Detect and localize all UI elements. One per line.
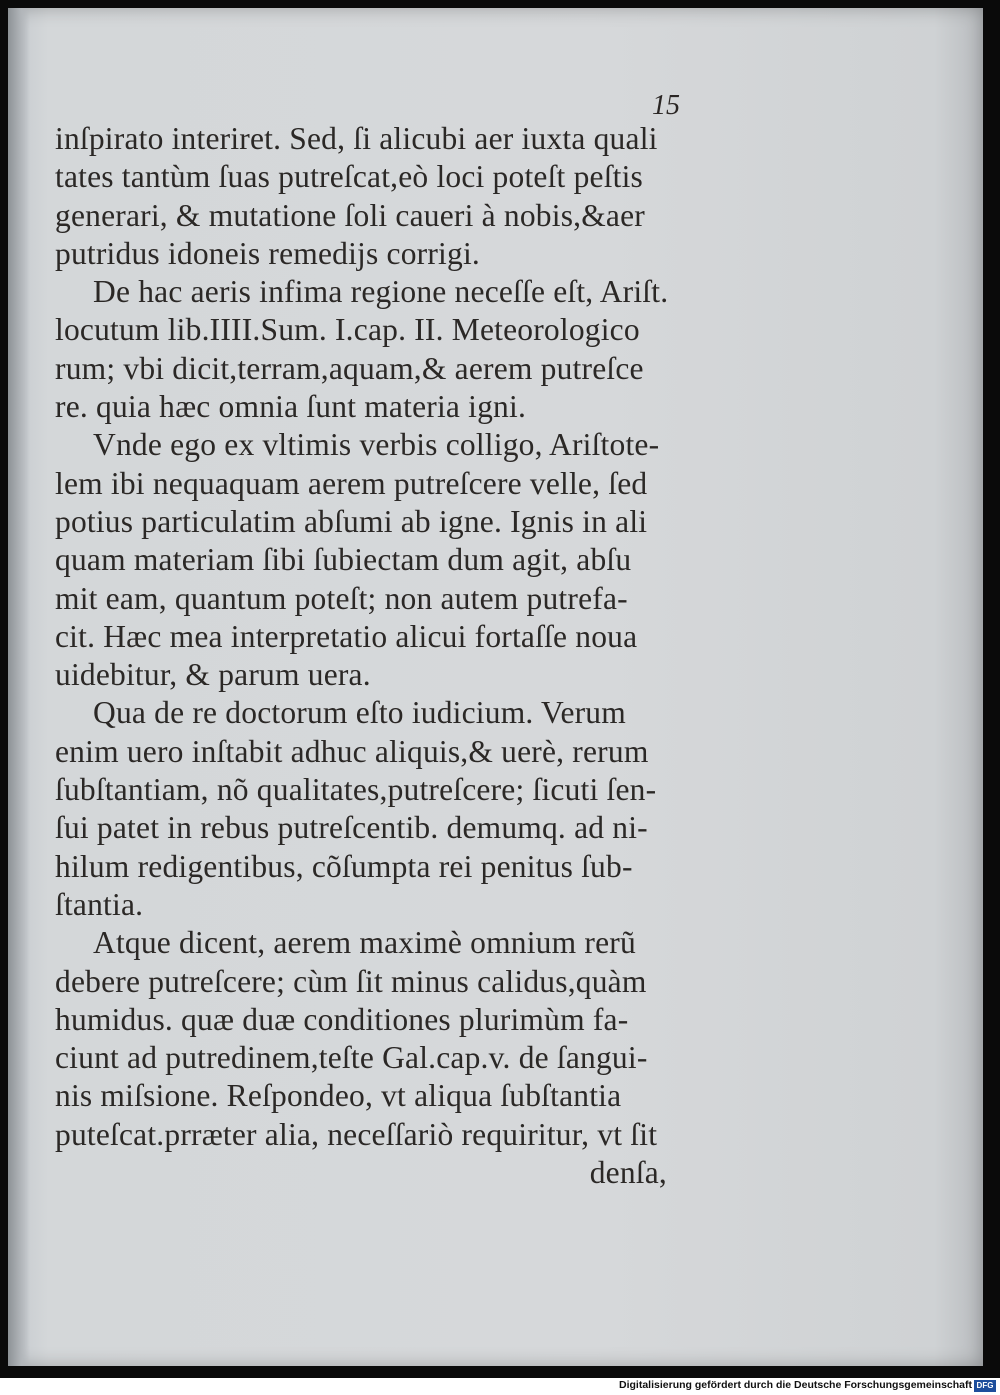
text-line: ciunt ad putredinem,teſte Gal.cap.v. de ſangui- — [55, 1040, 648, 1076]
text-line: enim uero inſtabit adhuc aliquis,& uerè, rerum — [55, 733, 649, 769]
text-line: nis miſsione. Reſpondeo, vt aliqua ſubſtantia — [55, 1078, 622, 1114]
text-line: inſpirato interiret. Sed, ſi alicubi aer iuxta quali — [55, 121, 658, 156]
text-line: ſui patet in rebus putreſcentib. demumq. ad ni- — [55, 810, 648, 846]
text-line: quam materiam ſibi ſubiectam dum agit, abſu — [55, 542, 632, 578]
dfg-logo: DFG — [974, 1380, 996, 1392]
text-line: ſtantia. — [55, 886, 144, 922]
text-line: generari, & mutatione ſoli caueri à nobis,&aer — [55, 197, 645, 233]
text-line: puteſcat.prræter alia, neceſſariò requiritur, vt ſit — [55, 1116, 658, 1152]
text-line: debere putreſcere; cùm ſit minus calidus,quàm — [55, 963, 647, 999]
text-line: putridus idoneis remedijs corrigi. — [55, 235, 480, 271]
body-text — [55, 120, 715, 1192]
text-line: locutum lib.IIII.Sum. I.cap. II. Meteorologico — [55, 312, 640, 348]
text-line: rum; vbi dicit,terram,aquam,& aerem putreſce — [55, 350, 644, 386]
text-line: lem ibi nequaquam aerem putreſcere velle, ſed — [55, 465, 648, 501]
text-line: Vnde ego ex vltimis verbis colligo, Ariſtote- — [93, 427, 660, 463]
text-line: mit eam, quantum poteſt; non autem putrefa- — [55, 580, 628, 616]
text-line: humidus. quæ duæ conditiones plurimùm fa- — [55, 1001, 629, 1037]
digitization-credit: Digitalisierung gefördert durch die Deutsche Forschungsgemeinschaft — [619, 1379, 972, 1391]
text-line: uidebitur, & parum uera. — [55, 657, 371, 693]
page-number: 15 — [652, 90, 680, 121]
text-line: tates tantùm ſuas putreſcat,eò loci poteſt peſtis — [55, 159, 644, 195]
text-line: cit. Hæc mea interpretatio alicui fortaſſe noua — [55, 618, 638, 654]
catchword: denſa, — [589, 1155, 667, 1191]
text-line: Qua de re doctorum eſto iudicium. Verum — [93, 695, 626, 731]
text-line: hilum redigentibus, cõſumpta rei penitus ſub- — [55, 848, 633, 884]
text-line: potius particulatim abſumi ab igne. Ignis in ali — [55, 503, 648, 539]
page-gutter-shadow — [8, 8, 30, 1366]
text-line: ſubſtantiam, nõ qualitates,putreſcere; ſicuti ſen- — [55, 772, 657, 808]
text-line: De hac aeris infima regione neceſſe eſt, Ariſt. — [93, 274, 669, 310]
text-line: re. quia hæc omnia ſunt materia igni. — [55, 389, 527, 425]
text-line: Atque dicent, aerem maximè omnium rerũ — [93, 925, 636, 961]
